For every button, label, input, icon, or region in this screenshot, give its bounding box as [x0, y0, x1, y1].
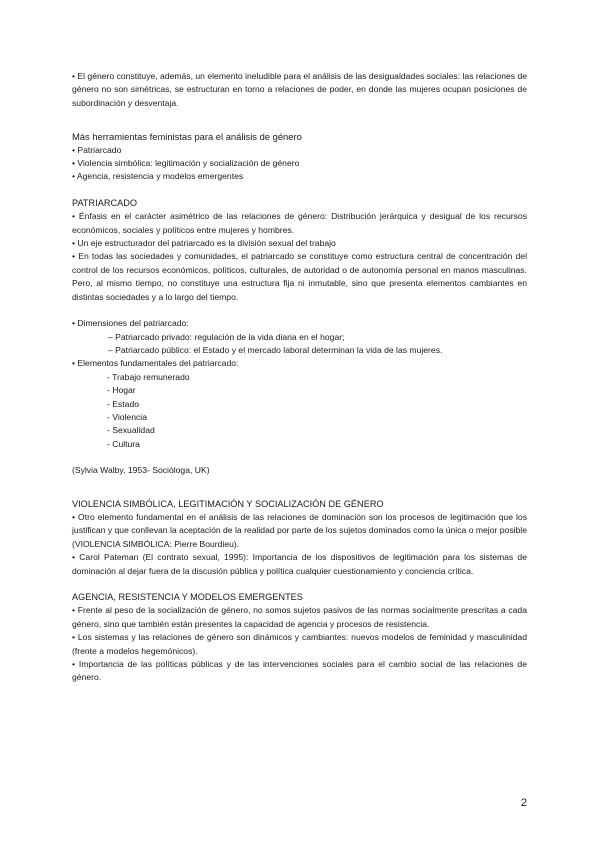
violencia-paragraph: • Otro elemento fundamental en el análisis de las relaciones de dominación son los procesos de legitimación que los justifican y que conllevan la aceptación de la realidad por parte de los sujetos dominados como la única o mejor posible (VIOLENCIA SIMBÓLICA: Pierre Bourdieu). [72, 511, 527, 549]
element-item: - Cultura [107, 438, 140, 449]
dimensions-label: • Dimensiones del patriarcado: [72, 318, 189, 329]
agencia-heading: AGENCIA, RESISTENCIA Y MODELOS EMERGENTES [72, 592, 303, 602]
agencia-paragraph: • Frente al peso de la socialización de género, no somos sujetos pasivos de las normas socialmente prescritas a cada género, sino que también están presentes la capacidad de agencia y procesos de resistencia. [72, 605, 527, 629]
element-item: - Violencia [107, 411, 147, 422]
violencia-heading: VIOLENCIA SIMBÓLICA, LEGITIMACIÓN Y SOCIALIZACIÓN DE GÉNERO [72, 498, 384, 509]
walby-citation: (Sylvia Walby, 1953- Socióloga, UK) [72, 465, 210, 476]
element-item: - Trabajo remunerado [107, 371, 190, 382]
page-number: 2 [520, 797, 527, 809]
patriarcado-heading: PATRIARCADO [72, 197, 137, 208]
tools-item: • Violencia simbólica: legitimación y socialización de género [72, 158, 300, 169]
dimension-item: – Patriarcado privado: regulación de la vida diaria en el hogar; [108, 331, 345, 342]
tools-item: • Patriarcado [72, 144, 122, 155]
element-item: - Estado [107, 398, 140, 409]
tools-title: Más herramientas feministas para el análisis de género [72, 131, 302, 143]
patriarcado-paragraph: • Énfasis en el carácter asimétrico de las relaciones de género: Distribución jerárquica y desigual de los recursos económicos, sociales y políticos entre mujeres y hombres. [72, 211, 527, 235]
elements-label: • Elementos fundamentales del patriarcado: [72, 358, 239, 369]
intro-paragraph: • El género constituye, además, un elemento ineludible para el análisis de las desigualdades sociales: las relaciones de género no son simétricas, se estructuran en torno a relaciones de poder, en donde las mujeres ocupan posiciones de subordinación y desventaja. [72, 71, 527, 108]
dimension-item: – Patriarcado público: el Estado y el mercado laboral determinan la vida de las mujeres. [108, 344, 443, 355]
violencia-paragraph: • Carol Pateman (El contrato sexual, 1995): Importancia de los dispositivos de legitimación para los sistemas de dominación al dejar fuera de la discusión pública y política cualquier cuestionamiento y conciencia crítica. [72, 552, 527, 576]
document-page [72, 70, 527, 685]
patriarcado-paragraph: • En todas las sociedades y comunidades, el patriarcado se constituye como estructura central de concentración del control de los recursos económicos, políticos, culturales, de autoridad o de autonomía personal en manos masculinas. Pero, al mismo tiempo, no constituye una estructura fija ni inmutable, sino que presenta elementos cambiantes en distintas sociedades y a lo largo del tiempo. [72, 251, 527, 302]
element-item: - Sexualidad [107, 425, 155, 436]
agencia-paragraph: • Los sistemas y las relaciones de género son dinámicos y cambiantes: nuevos modelos de feminidad y masculinidad (frente a modelos hegemónicos). [72, 632, 527, 656]
tools-item: • Agencia, resistencia y modelos emergentes [72, 171, 244, 182]
element-item: - Hogar [107, 385, 136, 396]
patriarcado-paragraph: • Un eje estructurador del patriarcado es la división sexual del trabajo [72, 238, 336, 249]
agencia-paragraph: • Importancia de las políticas públicas y de las intervenciones sociales para el cambio social de las relaciones de género. [72, 659, 527, 683]
